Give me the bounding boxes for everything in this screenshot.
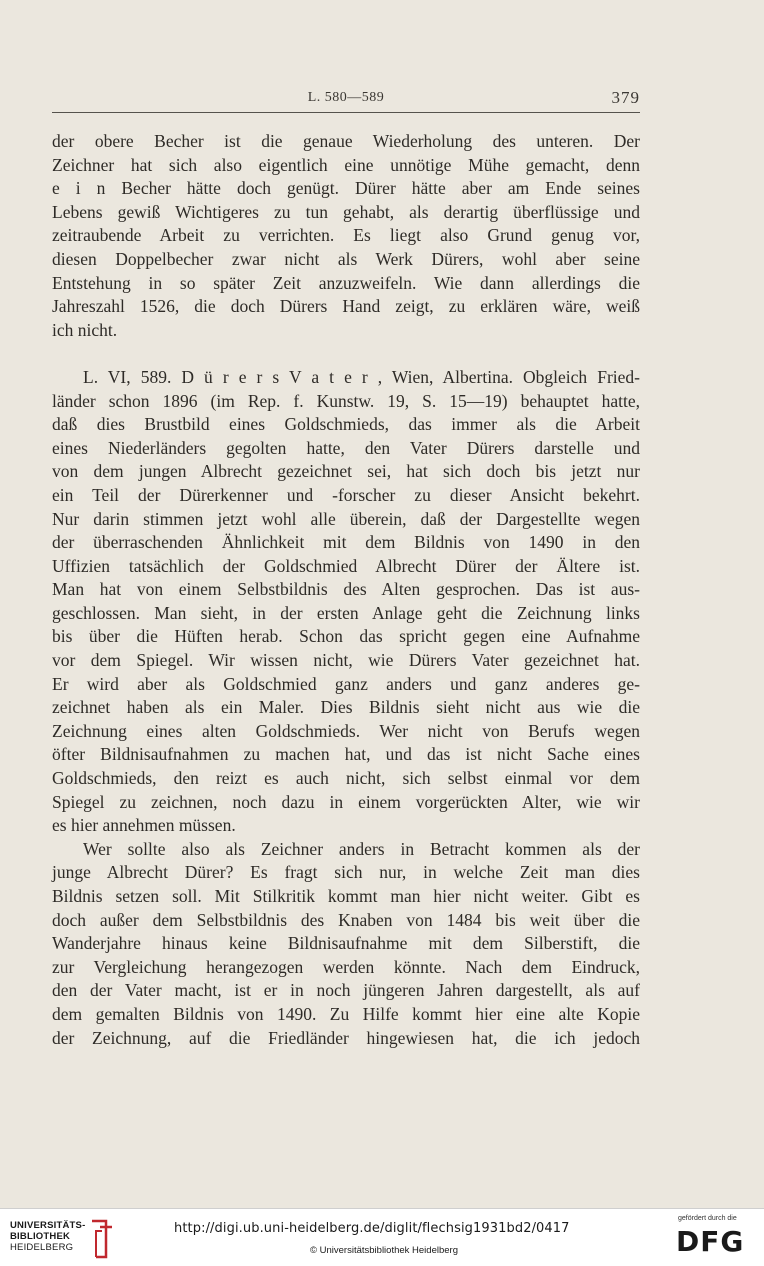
text-line: Goldschmieds, den reizt es auch nicht, sich selbst einmal vor dem xyxy=(52,768,640,789)
text-line: vor dem Spiegel. Wir wissen nicht, wie Dürers Vater gezeichnet hat. xyxy=(52,650,640,671)
text-line: der obere Becher ist die genaue Wiederholung des unteren. Der xyxy=(52,131,640,151)
library-name-line: HEIDELBERG xyxy=(10,1242,74,1253)
text-line: der überraschenden Ähnlichkeit mit dem Bildnis von 1490 in den xyxy=(52,532,640,553)
text-line: L. VI, 589. D ü r e r s V a t e r , Wien, Albertina. Obgleich Fried- xyxy=(83,366,640,387)
permalink-url[interactable]: http://digi.ub.uni-heidelberg.de/diglit/flechsig1931bd2/0417 xyxy=(174,1221,570,1236)
text-line: länder schon 1896 (im Rep. f. Kunstw. 19, S. 15—19) behauptet hatte, xyxy=(52,390,640,411)
library-name-line: UNIVERSITÄTS- xyxy=(10,1220,86,1231)
text-line: zeichnet haben als ein Maler. Dies Bildnis sieht nicht aus wie die xyxy=(52,697,640,718)
text-line: Bildnis setzen soll. Mit Stilkritik kommt man hier nicht weiter. Gibt es xyxy=(52,886,640,906)
copyright-notice: © Universitätsbibliothek Heidelberg xyxy=(310,1245,458,1256)
funding-caption: gefördert durch die xyxy=(678,1215,737,1222)
text-line: Uffizien tatsächlich der Goldschmied Albrecht Dürer der Ältere ist. xyxy=(52,555,640,576)
text-line: Wer sollte also als Zeichner anders in Betracht kommen als der xyxy=(83,838,640,859)
text-line: Spiegel zu zeichnen, noch dazu in einem vorgerückten Alter, wie wir xyxy=(52,791,640,812)
text-line: von dem jungen Albrecht gezeichnet sei, hat sich doch bis jetzt nur xyxy=(52,461,640,482)
text-line: e i n Becher hätte doch genügt. Dürer hätte aber am Ende seines xyxy=(52,178,640,199)
dfg-logo-text: DFG xyxy=(676,1225,745,1258)
text-line: Lebens gewiß Wichtigeres zu tun gehabt, als derartig überflüssige und xyxy=(52,201,640,222)
text-line: geschlossen. Man sieht, in der ersten Anlage geht die Zeichnung links xyxy=(52,602,640,623)
text-line: ein Teil der Dürerkenner und -forscher zu dieser Ansicht bekehrt. xyxy=(52,484,640,505)
text-line: junge Albrecht Dürer? Es fragt sich nur, in welche Zeit man dies xyxy=(52,862,640,883)
dfg-logo[interactable] xyxy=(672,1215,760,1261)
paragraph-gap xyxy=(52,342,640,366)
body-text xyxy=(52,130,640,1050)
text-line: Er wird aber als Goldschmied ganz anders und ganz anderes ge- xyxy=(52,673,640,694)
library-emblem-icon xyxy=(86,1217,116,1261)
text-line: daß dies Brustbild eines Goldschmieds, das immer als die Arbeit xyxy=(52,414,640,435)
library-name xyxy=(10,1220,85,1253)
viewer-footer xyxy=(0,1208,764,1266)
text-line: zeitraubende Arbeit zu verrichten. Es liegt also Grund genug vor, xyxy=(52,225,640,246)
text-line: diesen Doppelbecher zwar nicht als Werk Dürers, wohl aber seine xyxy=(52,248,640,269)
text-line: den der Vater macht, ist er in noch jüngeren Jahren dargestellt, als auf xyxy=(52,980,640,1001)
page-number: 379 xyxy=(611,88,640,107)
university-library-logo[interactable] xyxy=(10,1217,120,1261)
text-line: doch außer dem Selbstbildnis des Knaben von 1484 bis weit über die xyxy=(52,909,640,930)
running-title: L. 580—589 xyxy=(307,90,385,105)
text-line: Man hat von einem Selbstbildnis des Alten gesprochen. Das ist aus- xyxy=(52,579,640,600)
text-line: Zeichner hat sich also eigentlich eine unnötige Mühe gemacht, denn xyxy=(52,154,640,175)
text-line: Wanderjahre hinaus keine Bildnisaufnahme mit dem Silberstift, die xyxy=(52,933,640,954)
text-line: Jahreszahl 1526, die doch Dürers Hand zeigt, zu erklären wäre, weiß xyxy=(52,296,640,317)
text-line: öfter Bildnisaufnahmen zu machen hat, und das ist nicht Sache eines xyxy=(52,744,640,765)
text-line: Zeichnung eines alten Goldschmieds. Wer nicht von Berufs wegen xyxy=(52,720,640,741)
text-line: Entstehung in so später Zeit anzuzweifeln. Wie dann allerdings die xyxy=(52,272,640,293)
text-line: der Zeichnung, auf die Friedländer hingewiesen hat, die ich jedoch xyxy=(52,1027,640,1048)
text-line: bis über die Hüften herab. Schon das spricht gegen eine Aufnahme xyxy=(52,626,640,647)
text-line: zur Vergleichung herangezogen werden könnte. Nach dem Eindruck, xyxy=(52,956,640,977)
text-line: dem gemalten Bildnis von 1490. Zu Hilfe kommt hier eine alte Kopie xyxy=(52,1003,640,1024)
text-line: es hier annehmen müssen. xyxy=(52,815,236,836)
text-line: Nur darin stimmen jetzt wohl alle überein, daß der Dargestellte wegen xyxy=(52,508,640,529)
text-line: eines Niederländers gegolten hatte, den Vater Dürers darstelle und xyxy=(52,437,640,458)
running-head xyxy=(52,88,640,113)
text-line: ich nicht. xyxy=(52,319,118,340)
library-name-line: BIBLIOTHEK xyxy=(10,1231,71,1242)
